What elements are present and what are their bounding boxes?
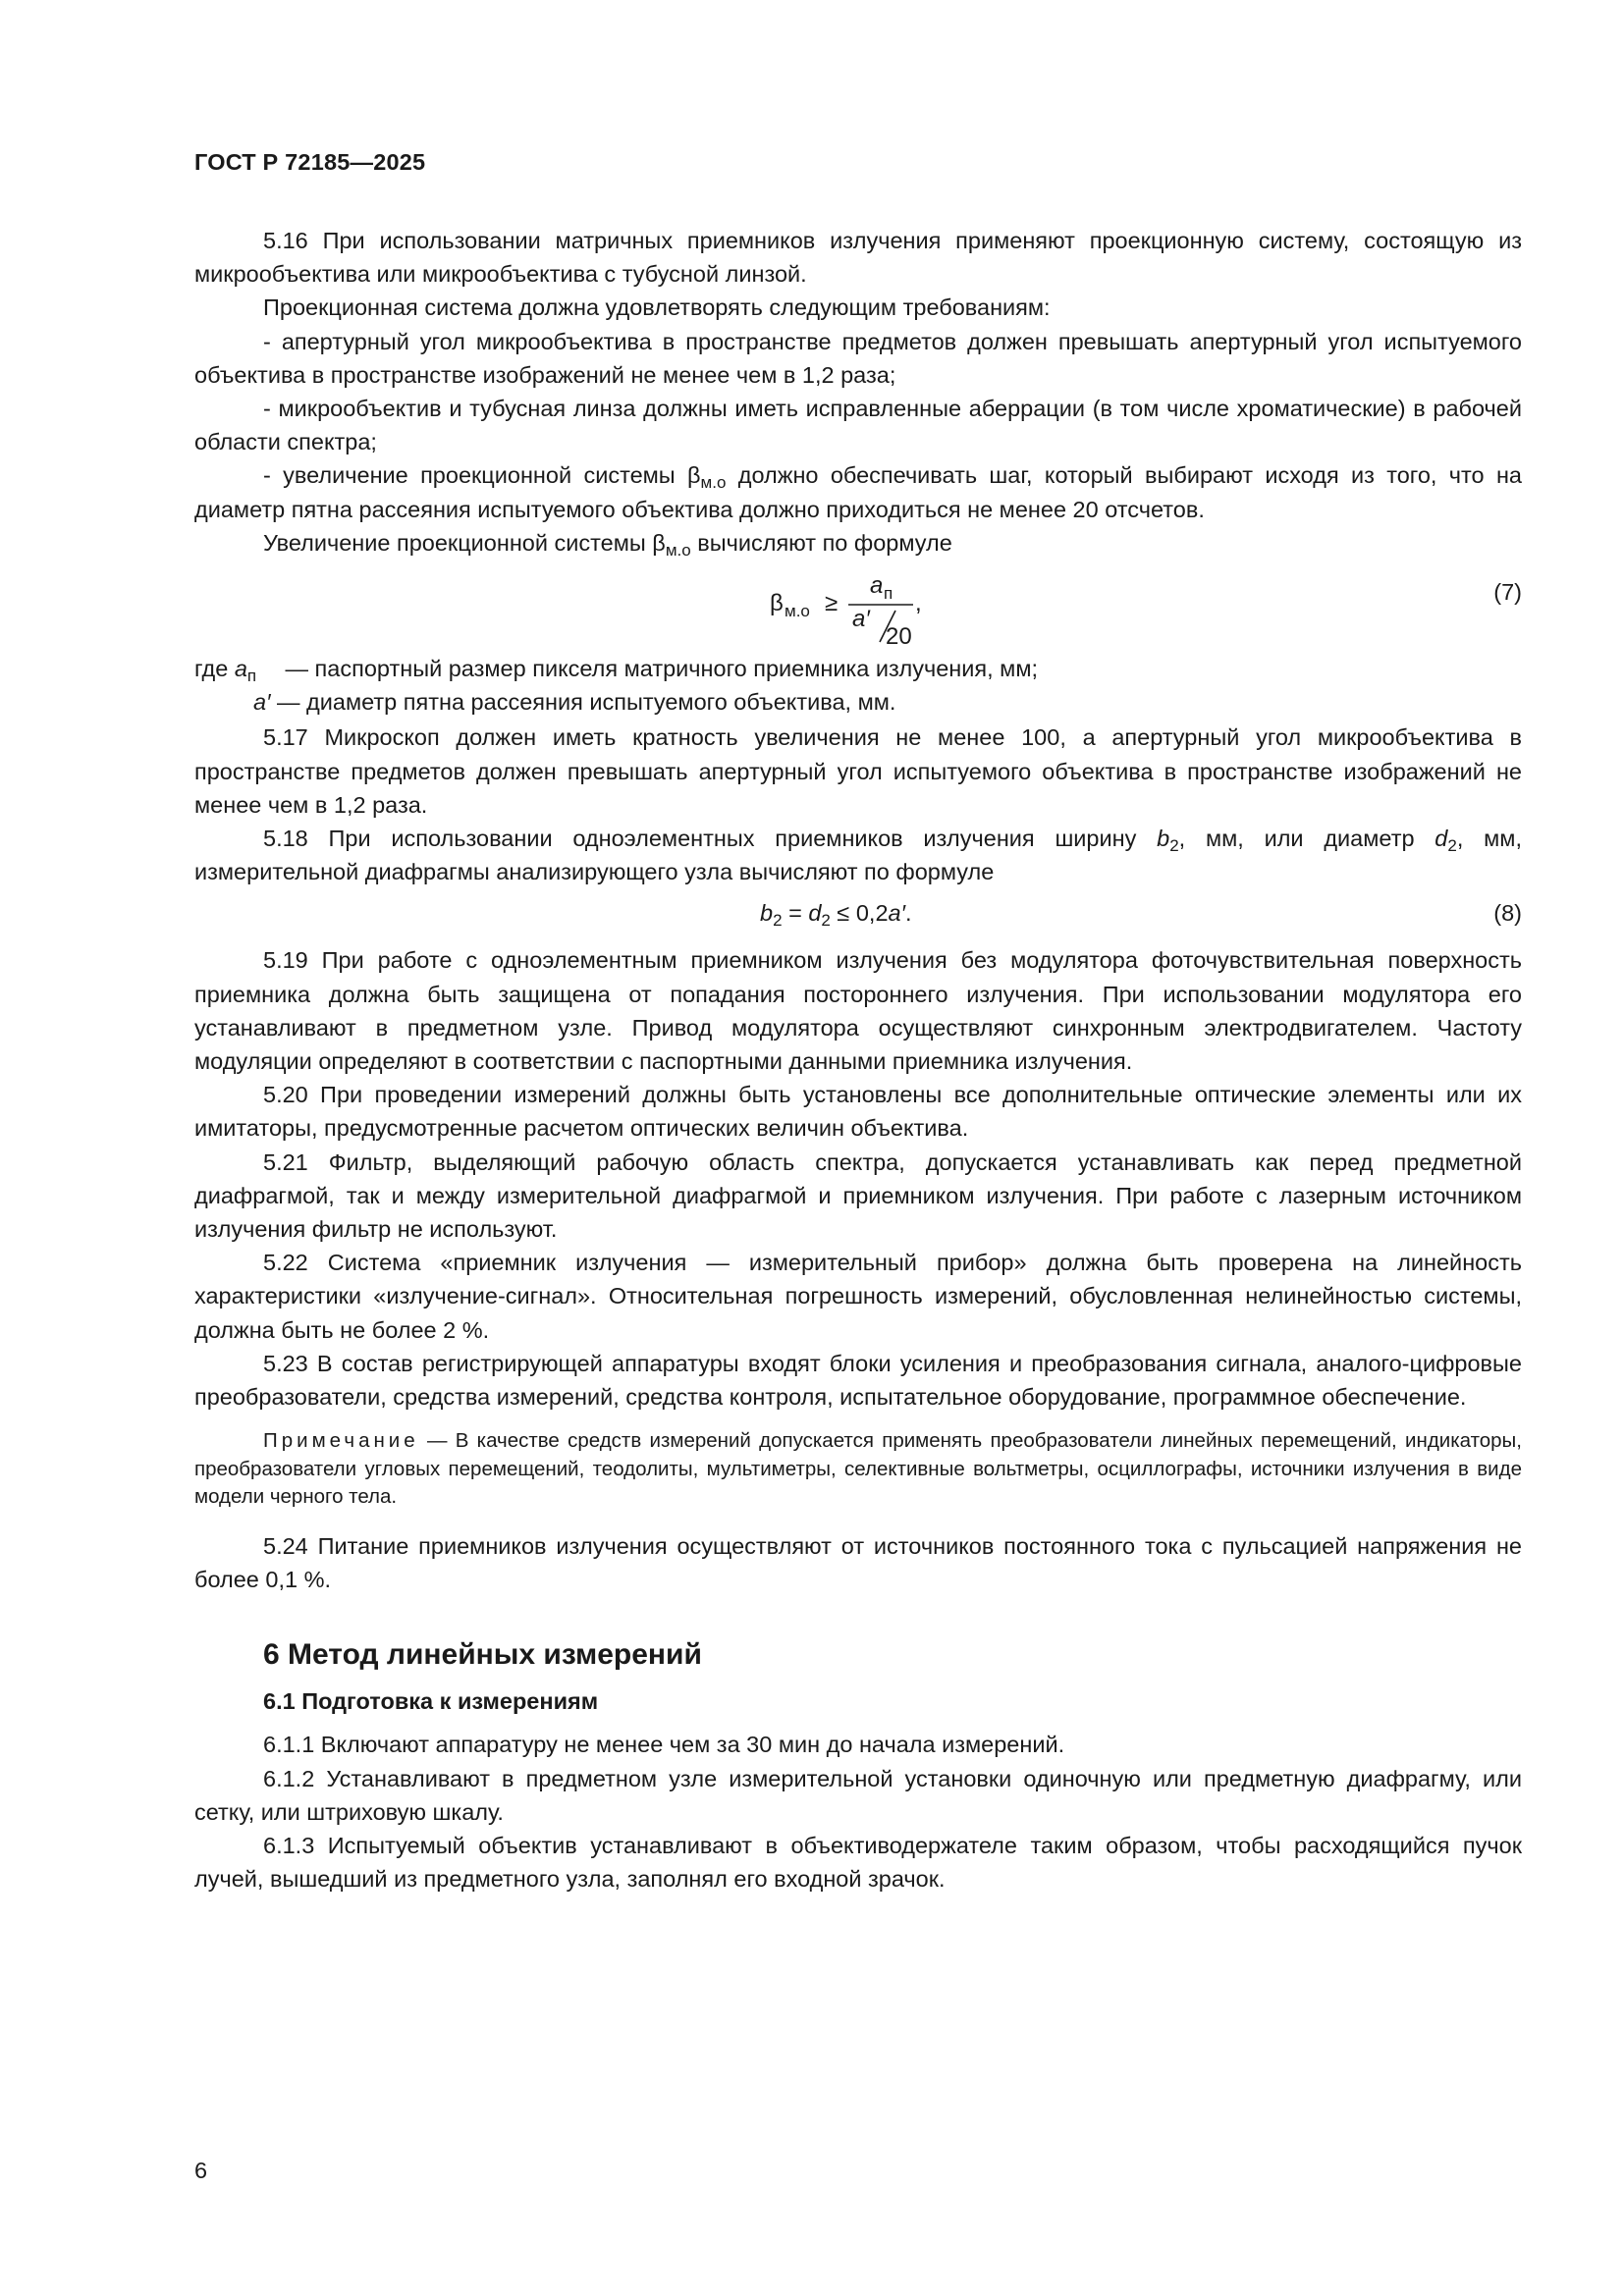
paragraph-magnification-requirement: - увеличение проекционной системы $\beta_{м.о}$ должно обеспечивать шаг, который выбирают исходя из того, что на диаметр пятна рассеяния испытуемого объектива должно приходиться не менее 20 отсчетов. <box>194 462 1522 522</box>
paragraph-5-19: 5.19 При работе с одноэлементным приемником излучения без модулятора фоточувствительная поверхность приемника должна быть защищена от попадания постороннего излучения. При использовании модулятора его устанавливают в предметном узле. Привод модулятора осуществляют синхронным электродвигателем. Частоту модуляции определяют в соответствии с паспортными данными приемника излучения. <box>194 947 1522 1075</box>
section-6-heading: 6 Метод линейных измерений <box>263 1638 702 1672</box>
formula-8 <box>194 892 1522 937</box>
note <box>194 1427 1522 1512</box>
note-text: — В качестве средств измерений допускается применять преобразователи линейных перемещений, индикаторы, преобразователи угловых перемещений, теодолиты, мультиметры, селективные вольтметры, осциллографы, источники излучения в виде модели черного тела. <box>194 1429 1522 1509</box>
formula-7-numerator-sub: п <box>884 584 893 604</box>
paragraph-5-17: 5.17 Микроскоп должен иметь кратность увеличения не менее 100, а апертурный угол микрообъектива в пространстве предметов должен превышать апертурный угол испытуемого объектива в пространстве изображений не менее чем в 1,2 раза. <box>194 724 1522 818</box>
paragraph-6-1-1: 6.1.1 Включают аппаратуру не менее чем за 30 мин до начала измерений. <box>263 1732 1065 1758</box>
formula-7-comma: , <box>915 590 922 617</box>
formula-7-lhs: β <box>770 590 784 617</box>
subsection-6-1-heading: 6.1 Подготовка к измерениям <box>263 1688 599 1715</box>
where-definition-2: a′ — диаметр пятна рассеяния испытуемого объектива, мм. <box>253 689 896 716</box>
paragraph-5-24: 5.24 Питание приемников излучения осуществляют от источников постоянного тока с пульсацией напряжения не более 0,1 %. <box>194 1532 1522 1592</box>
paragraph-5-21: 5.21 Фильтр, выделяющий рабочую область спектра, допускается устанавливать как перед предметной диафрагмой, так и между измерительной диафрагмой и приемником излучения. При работе с лазерным источником излучения фильтр не используют. <box>194 1148 1522 1243</box>
where-definition-1: где $a_п$ — паспортный размер пикселя матричного приемника излучения, мм; <box>194 656 1039 686</box>
paragraph-5-22: 5.22 Система «приемник излучения — измерительный прибор» должна быть проверена на линейность характеристики «излучение-сигнал». Относительная погрешность измерений, обусловленная нелинейностью системы, должна быть не более 2 %. <box>194 1250 1522 1343</box>
formula-8-expression: $b_2 = d_2 \le 0,2a'$. <box>760 900 912 931</box>
paragraph-5-23: 5.23 В состав регистрирующей аппаратуры входят блоки усиления и преобразования сигнала, аналого-цифровые преобразователи, средства измерений, средства контроля, испытательное оборудование, программное обеспечение. <box>194 1350 1522 1411</box>
paragraph-5-18: 5.18 При использовании одноэлементных приемников излучения ширину $b_2$, мм, или диаметр $d_2$, мм, измерительной диафрагмы анализирующего узла вычисляют по формуле <box>194 826 1522 885</box>
formula-7-relation: ≥ <box>825 590 839 617</box>
paragraph-6-1-3: 6.1.3 Испытуемый объектив устанавливают в объективодержателе таким образом, чтобы расходящийся пучок лучей, вышедший из предметного узла, заполнял его входной зрачок. <box>194 1833 1522 1893</box>
paragraph-formula-intro: Увеличение проекционной системы $\beta_{м.о}$ вычисляют по формуле <box>263 529 952 560</box>
document-header: ГОСТ Р 72185—2025 <box>194 149 426 175</box>
formula-7-lhs-sub: м.о <box>785 602 810 621</box>
formula-7-numerator: a <box>870 572 884 600</box>
formula-7-number: (7) <box>1493 579 1522 606</box>
page-number: 6 <box>194 2158 208 2183</box>
paragraph-5-16: 5.16 При использовании матричных приемников излучения применяют проекционную систему, состоящую из микрообъектива или микрообъектива с тубусной линзой. <box>194 228 1522 288</box>
paragraph-5-20: 5.20 При проведении измерений должны быть установлены все дополнительные оптические элементы или их имитаторы, предусмотренные расчетом оптических величин объектива. <box>194 1082 1522 1142</box>
formula-7-expression <box>770 567 966 646</box>
document-body <box>194 224 1522 1896</box>
formula-7 <box>194 567 1522 646</box>
formula-7-divisor: 20 <box>886 623 912 647</box>
note-label: Примечание <box>263 1429 419 1453</box>
paragraph-aperture-requirement: - апертурный угол микрообъектива в пространстве предметов должен превышать апертурный угол испытуемого объектива в пространстве изображений не менее чем в 1,2 раза; <box>194 328 1522 388</box>
formula-7-denominator: a′ <box>852 606 870 633</box>
paragraph-requirements-intro: Проекционная система должна удовлетворять следующим требованиям: <box>263 294 1051 321</box>
formula-8-number: (8) <box>1493 900 1522 927</box>
paragraph-6-1-2: 6.1.2 Устанавливают в предметном узле измерительной установки одиночную или предметную диафрагму, или сетку, или штриховую шкалу. <box>194 1765 1522 1825</box>
paragraph-aberration-requirement: - микрообъектив и тубусная линза должны иметь исправленные аберрации (в том числе хроматические) в рабочей области спектра; <box>194 396 1522 455</box>
